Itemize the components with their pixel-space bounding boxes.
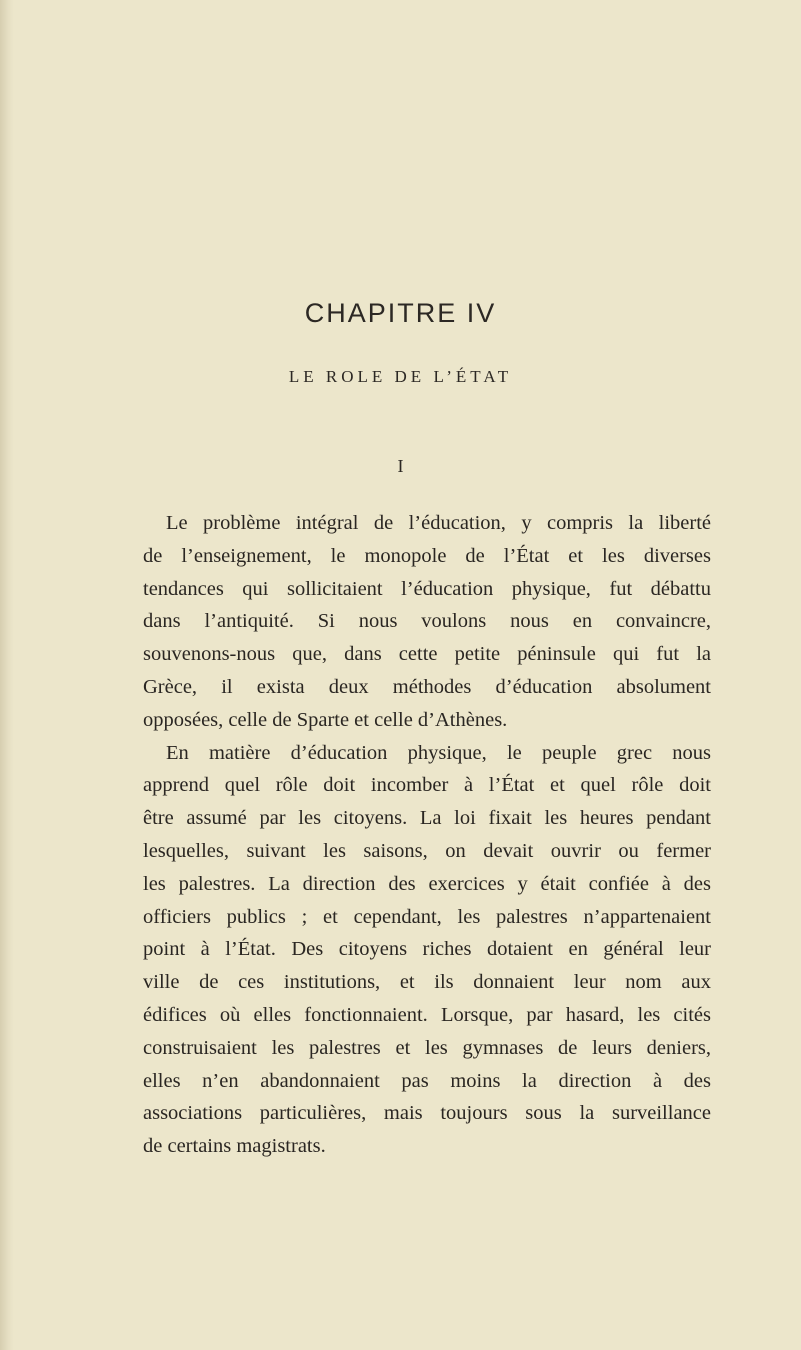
text-line: elles n’en abandonnaient pas moins la direction à des xyxy=(143,1069,711,1092)
chapter-subtitle: LE ROLE DE L’ÉTAT xyxy=(288,367,513,386)
text-line: ville de ces institutions, et ils donnaient leur nom aux xyxy=(143,971,711,994)
text-line: point à l’État. Des citoyens riches dotaient en général leur xyxy=(143,938,711,961)
text-line: souvenons-nous que, dans cette petite péninsule qui fut la xyxy=(143,643,711,666)
text-line: En matière d’éducation physique, le peuple grec nous xyxy=(166,741,711,764)
text-line: opposées, celle de Sparte et celle d’Athènes. xyxy=(143,708,508,731)
text-line: être assumé par les citoyens. La loi fixait les heures pendant xyxy=(143,807,711,830)
text-line: construisaient les palestres et les gymnases de leurs deniers, xyxy=(143,1036,711,1059)
text-line: associations particulières, mais toujours sous la surveillance xyxy=(143,1102,711,1125)
text-line: Grèce, il exista deux méthodes d’éducation absolument xyxy=(143,675,711,698)
section-number: I xyxy=(397,456,404,476)
text-line: de l’enseignement, le monopole de l’État et les diverses xyxy=(143,544,711,567)
text-line: les palestres. La direction des exercices y était confiée à des xyxy=(143,872,711,895)
text-line: officiers publics ; et cependant, les palestres n’appartenaient xyxy=(143,905,711,928)
text-line: lesquelles, suivant les saisons, on devait ouvrir ou fermer xyxy=(143,839,711,862)
text-line: tendances qui sollicitaient l’éducation physique, fut débattu xyxy=(143,577,711,600)
text-line: dans l’antiquité. Si nous voulons nous en convaincre, xyxy=(143,610,711,633)
chapter-title: CHAPITRE IV xyxy=(304,298,497,328)
text-line: Le problème intégral de l’éducation, y compris la liberté xyxy=(166,512,711,534)
text-line: édifices où elles fonctionnaient. Lorsque, par hasard, les cités xyxy=(143,1003,711,1026)
body-text xyxy=(143,507,711,1163)
page-edge-shadow xyxy=(0,0,14,1350)
text-line: apprend quel rôle doit incomber à l’État et quel rôle doit xyxy=(143,774,711,797)
text-line: de certains magistrats. xyxy=(143,1135,326,1158)
